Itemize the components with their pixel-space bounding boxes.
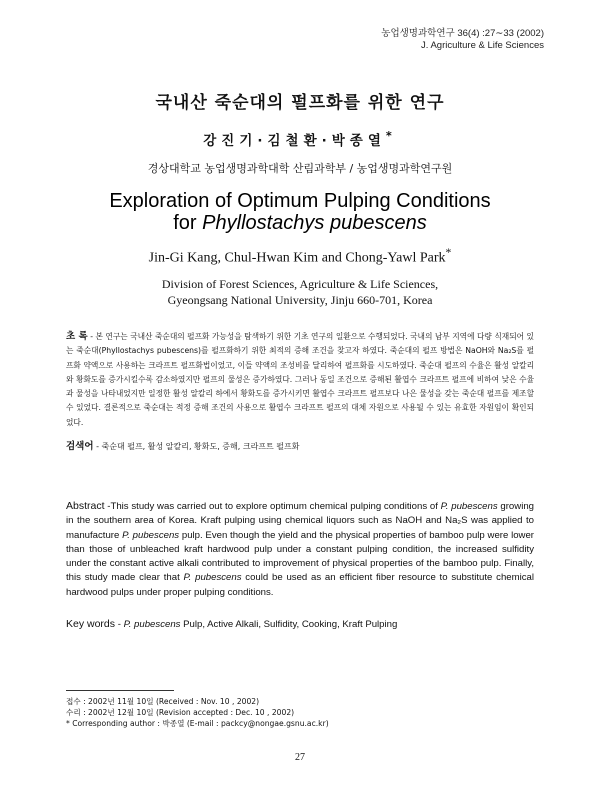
korean-abstract-text: - 본 연구는 국내산 죽순대의 펄프화 가능성을 탐색하기 위한 기초 연구의 일환으로 수행되었다. 국내의 남부 지역에 다량 식재되어 있는 죽순대(Phyllostachys pubescens)를 펄프화하기 위한 최적의 증해 조건을 찾고자 하였다. 죽순대의 펄프 방법은 NaOH와 Na₂S를 펄프화 약액으로 사용하는 크라프트 펄프화법이었고, 이들 약액의 조성비를 달리하여 펄프화를 시도하였다. 죽순대 펄프의 수율은 활성 알칼리와 황화도를 증가시킬수록 감소하였지만 펄프의 물성은 증가하였다. 그러나 동일 조건으로 증해된 활엽수 크라프트 펄프에 비하여 낮은 수율과 물성을 나타내었지만 일정한 활성 알칼리 하에서 황화도를 증가시키면 활엽수 크라프트 펄프보다 나은 물성을 갖는 죽순대 펄프를 제조할 수 있었다. 결론적으로 죽순대는 적정 증해 조건의 사용으로 활엽수 크라프트 펄프의 대체 자원으로 사용될 수 있는 유효한 자원임이 확인되었다. — [66, 332, 534, 427]
english-abstract-species-1: P. pubescens — [440, 501, 498, 512]
english-abstract — [66, 499, 534, 600]
footnote-divider — [66, 690, 174, 691]
english-abstract-label: Abstract — [66, 500, 105, 512]
english-keywords-label: Key words — [66, 618, 116, 630]
english-title-line1: Exploration of Optimum Pulping Conditions — [109, 190, 491, 212]
english-keywords-separator: - — [115, 619, 124, 630]
english-abstract-text-b: growing in the southern area of Korea. Kraft pulping using chemical liquors such as NaOH and Na₂S was applied to manufacture — [66, 501, 534, 541]
korean-authors — [0, 129, 600, 149]
english-corresponding-mark: * — [445, 246, 452, 259]
journal-header — [381, 28, 544, 52]
english-affiliation — [0, 276, 600, 308]
english-abstract-species-3: P. pubescens — [183, 572, 242, 584]
journal-name: J. Agriculture & Life Sciences — [420, 40, 544, 51]
english-affiliation-line1: Division of Forest Sciences, Agriculture & Life Sciences, — [161, 277, 439, 291]
english-abstract-text-a: -This study was carried out to explore optimum chemical pulping conditions of — [104, 501, 441, 512]
received-date: 접수 : 2002년 11월 10일 (Received : Nov. 10 , 2002) — [66, 697, 260, 706]
english-title — [0, 190, 600, 234]
korean-title: 국내산 죽순대의 펄프화를 위한 연구 — [155, 93, 445, 113]
english-title-species: Phyllostachys pubescens — [202, 212, 427, 234]
english-affiliation-line2: Gyeongsang National University, Jinju 660-701, Korea — [167, 293, 433, 307]
korean-corresponding-mark: * — [385, 129, 397, 143]
english-abstract-species-2: P. pubescens — [122, 529, 180, 541]
korean-keywords-label: 검색어 — [66, 441, 94, 452]
english-title-prefix: for — [173, 212, 203, 234]
korean-author-names: 강진기·김철환·박종열 — [203, 133, 386, 149]
corresponding-author: * Corresponding author : 박종열 (E-mail : packcy@nongae.gsnu.ac.kr) — [66, 719, 329, 728]
accepted-date: 수리 : 2002년 12월 10일 (Revision accepted : Dec. 10 , 2002) — [66, 708, 295, 717]
korean-abstract — [66, 330, 534, 430]
english-abstract-text-d: could be used as an efficient fiber resource to substitute chemical hardwood pulps under proper pulping conditions. — [66, 572, 535, 598]
english-keywords-species: P. pubescens — [123, 619, 181, 630]
page-number: 27 — [295, 752, 305, 763]
english-keywords-text: Pulp, Active Alkali, Sulfidity, Cooking, Kraft Pulping — [180, 619, 398, 630]
korean-keywords-text: - 죽순대 펄프, 활성 알칼리, 황화도, 증해, 크라프트 펄프화 — [93, 442, 300, 451]
english-authors — [0, 246, 600, 267]
korean-abstract-label: 초 록 — [66, 331, 88, 342]
english-abstract-text-c: pulp. Even though the yield and the physical properties of bamboo pulp were lower than those of unbleached kraft hardwood pulp under a constant pulping condition, the increased sulfidity under the constant active alkali contributed to improvement of physical properties of the bamboo pulp. Finally, this study made clear that — [66, 529, 534, 584]
footnotes — [66, 696, 534, 729]
journal-citation: 농업생명과학연구 36(4) :27∼33 (2002) — [381, 28, 544, 39]
english-keywords — [66, 618, 534, 630]
korean-keywords — [66, 438, 534, 452]
korean-affiliation: 경상대학교 농업생명과학대학 산림과학부 / 농업생명과학연구원 — [147, 162, 453, 175]
english-author-names: Jin-Gi Kang, Chul-Hwan Kim and Chong-Yawl Park — [148, 250, 446, 266]
english-title-line2 — [0, 212, 600, 234]
